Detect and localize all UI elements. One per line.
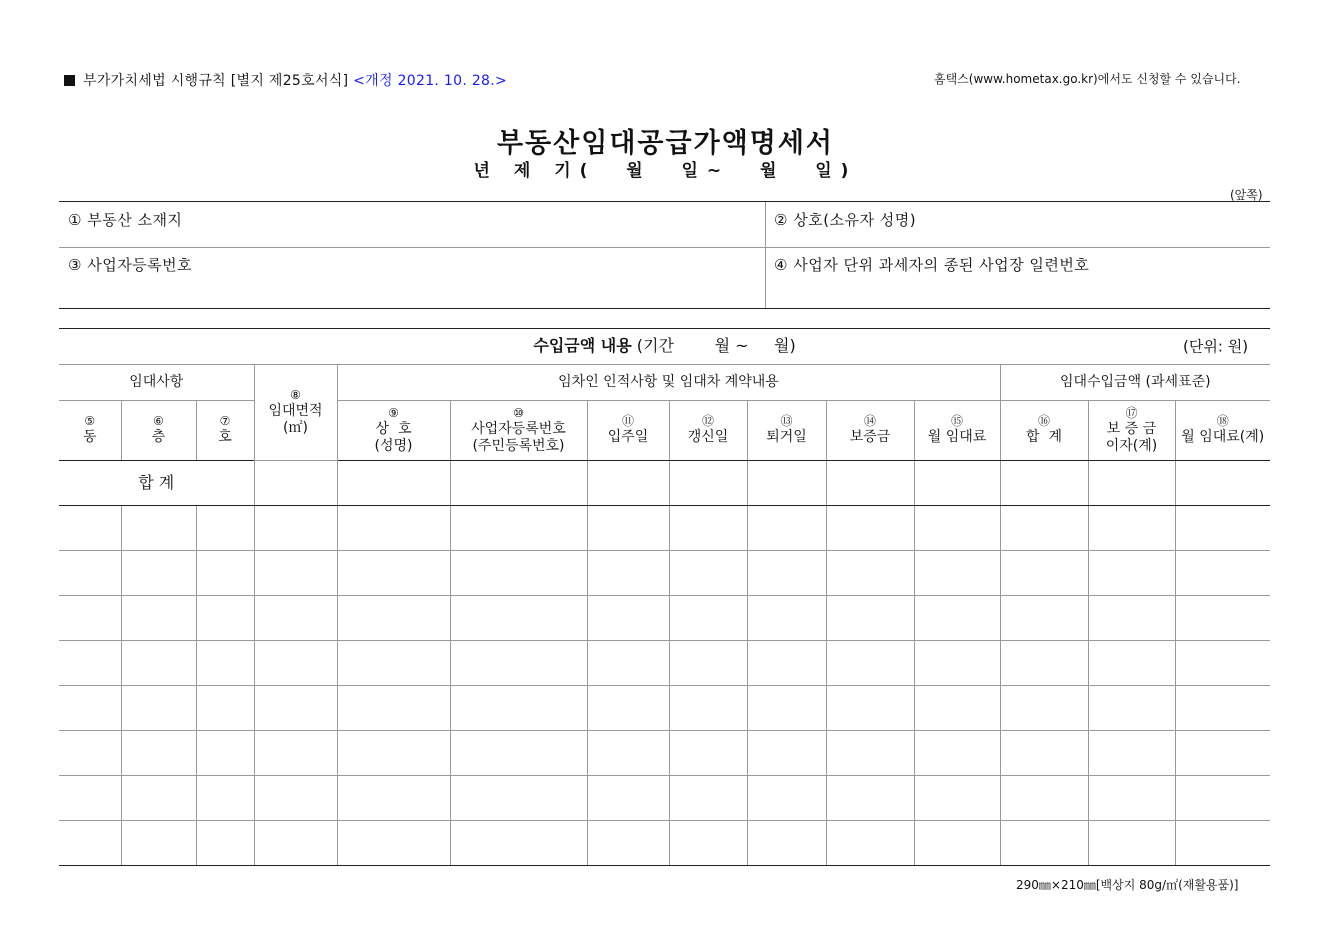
- page-title: 부동산임대공급가액명세서: [497, 128, 834, 159]
- regulation-text: 부가가치세법 시행규칙 [별지 제25호서식]: [83, 73, 349, 89]
- column-header: [747, 401, 826, 461]
- entry-cell[interactable]: [1175, 596, 1270, 641]
- entry-cell[interactable]: [826, 686, 914, 731]
- column-header: [1000, 401, 1088, 461]
- entry-cell[interactable]: [747, 731, 826, 776]
- entry-cell[interactable]: [669, 686, 747, 731]
- column-label: 합 계: [1026, 429, 1062, 446]
- entry-cell[interactable]: [914, 731, 1000, 776]
- column-number: ⑪: [621, 414, 634, 429]
- entry-cell[interactable]: [914, 821, 1000, 866]
- entry-cell[interactable]: [121, 641, 196, 686]
- total-cell[interactable]: [450, 461, 587, 506]
- column-header: [914, 401, 1000, 461]
- column-header: [669, 401, 747, 461]
- paper-spec: 290㎜×210㎜[백상지 80g/㎡(재활용품)]: [1016, 878, 1239, 892]
- total-cell[interactable]: [337, 461, 450, 506]
- entry-cell[interactable]: [669, 641, 747, 686]
- entry-row: [59, 776, 1270, 821]
- entry-cell[interactable]: [587, 731, 669, 776]
- column-number: ⑨: [388, 405, 399, 420]
- entry-row: [59, 731, 1270, 776]
- column-sublabel: 이자(계): [1105, 438, 1158, 454]
- entry-cell[interactable]: [1088, 596, 1175, 641]
- entry-cell[interactable]: [254, 776, 337, 821]
- entry-cell[interactable]: [450, 596, 587, 641]
- column-number: ⑦: [219, 414, 231, 429]
- entry-cell[interactable]: [669, 821, 747, 866]
- total-cell[interactable]: [669, 461, 747, 506]
- entry-cell[interactable]: [587, 551, 669, 596]
- entry-cell[interactable]: [747, 641, 826, 686]
- entry-cell[interactable]: [1088, 731, 1175, 776]
- entry-cell[interactable]: [196, 821, 254, 866]
- entry-cell[interactable]: [121, 596, 196, 641]
- entry-row: [59, 821, 1270, 866]
- info-divider-vertical: [765, 202, 766, 308]
- entry-cell[interactable]: [59, 641, 121, 686]
- entry-cell[interactable]: [196, 776, 254, 821]
- column-number: ⑥: [153, 414, 164, 429]
- column-label: 보증금: [849, 429, 891, 446]
- entry-cell[interactable]: [914, 551, 1000, 596]
- column-label: 상 호: [375, 420, 412, 437]
- entry-cell[interactable]: [450, 731, 587, 776]
- business-name-field[interactable]: ② 상호(소유자 성명): [774, 211, 917, 229]
- entry-cell[interactable]: [337, 596, 450, 641]
- entry-cell[interactable]: [337, 506, 450, 551]
- area-unit: (㎡): [283, 420, 308, 436]
- total-cell[interactable]: [1088, 461, 1175, 506]
- column-header: [450, 401, 587, 461]
- entry-cell[interactable]: [826, 506, 914, 551]
- entry-cell[interactable]: [59, 596, 121, 641]
- total-cell[interactable]: [1175, 461, 1270, 506]
- entry-cell[interactable]: [914, 776, 1000, 821]
- column-header: [59, 401, 121, 461]
- unit-label: (단위: 원): [1183, 337, 1249, 356]
- entry-cell[interactable]: [669, 506, 747, 551]
- entry-cell[interactable]: [337, 821, 450, 866]
- entry-cell[interactable]: [747, 596, 826, 641]
- column-header: [826, 401, 914, 461]
- entry-cell[interactable]: [337, 686, 450, 731]
- column-header: [196, 401, 254, 461]
- area-label: 임대면적: [268, 402, 323, 419]
- entry-row: [59, 506, 1270, 551]
- entry-cell[interactable]: [450, 821, 587, 866]
- hometax-notice: 홈택스(www.hometax.go.kr)에서도 신청할 수 있습니다.: [934, 72, 1241, 86]
- group-tenant-header: 임차인 인적사항 및 임대차 계약내용: [337, 365, 1000, 401]
- entry-cell[interactable]: [587, 686, 669, 731]
- entry-row: [59, 596, 1270, 641]
- column-number: ⑰: [1125, 405, 1138, 420]
- entry-cell[interactable]: [914, 506, 1000, 551]
- entry-cell[interactable]: [1000, 551, 1088, 596]
- entry-cell[interactable]: [337, 776, 450, 821]
- entry-cell[interactable]: [1000, 776, 1088, 821]
- group-income-header: 임대수입금액 (과세표준): [1000, 365, 1270, 401]
- entry-cell[interactable]: [747, 686, 826, 731]
- entry-cell[interactable]: [1088, 506, 1175, 551]
- entry-cell[interactable]: [747, 551, 826, 596]
- column-number: ⑬: [780, 414, 793, 429]
- entry-cell[interactable]: [747, 506, 826, 551]
- column-number: ⑩: [513, 405, 524, 420]
- entry-cell[interactable]: [121, 821, 196, 866]
- entry-cell[interactable]: [450, 641, 587, 686]
- property-address-field[interactable]: ① 부동산 소재지: [68, 211, 183, 229]
- entry-row: [59, 551, 1270, 596]
- column-header: [121, 401, 196, 461]
- entry-cell[interactable]: [59, 731, 121, 776]
- column-sublabel: (주민등록번호): [472, 438, 565, 454]
- entry-cell[interactable]: [254, 731, 337, 776]
- entry-cell[interactable]: [1175, 731, 1270, 776]
- entry-cell[interactable]: [587, 821, 669, 866]
- income-header-cell: [59, 329, 1270, 365]
- group-header-row: [59, 365, 1270, 401]
- entry-cell[interactable]: [669, 551, 747, 596]
- entry-cell[interactable]: [59, 506, 121, 551]
- entry-cell[interactable]: [1000, 731, 1088, 776]
- entry-cell[interactable]: [669, 776, 747, 821]
- entry-cell[interactable]: [337, 731, 450, 776]
- entry-cell[interactable]: [826, 776, 914, 821]
- entry-cell[interactable]: [587, 506, 669, 551]
- area-header: [254, 365, 337, 461]
- entry-cell[interactable]: [254, 506, 337, 551]
- entry-cell[interactable]: [669, 596, 747, 641]
- tax-period-subtitle: 년 제 기( 월 일~ 월 일): [473, 161, 858, 181]
- entry-cell[interactable]: [450, 551, 587, 596]
- entry-row: [59, 686, 1270, 731]
- total-cell[interactable]: [747, 461, 826, 506]
- entry-cell[interactable]: [914, 596, 1000, 641]
- entry-cell[interactable]: [121, 731, 196, 776]
- entry-cell[interactable]: [196, 686, 254, 731]
- entry-cell[interactable]: [121, 506, 196, 551]
- entry-cell[interactable]: [1000, 596, 1088, 641]
- column-header: [1175, 401, 1270, 461]
- group-lease-header: 임대사항: [59, 365, 254, 401]
- form-regulation-header: [64, 70, 507, 90]
- entry-cell[interactable]: [196, 506, 254, 551]
- total-cell[interactable]: [826, 461, 914, 506]
- entry-cell[interactable]: [196, 731, 254, 776]
- total-cell[interactable]: [587, 461, 669, 506]
- entry-cell[interactable]: [1088, 821, 1175, 866]
- entry-cell[interactable]: [914, 686, 1000, 731]
- column-number: ⑯: [1037, 414, 1050, 429]
- column-number: ⑫: [701, 414, 714, 429]
- column-label: 층: [151, 429, 166, 446]
- entry-cell[interactable]: [826, 731, 914, 776]
- info-divider-horizontal: [59, 247, 1270, 248]
- entry-cell[interactable]: [1000, 821, 1088, 866]
- column-number: ⑮: [950, 414, 963, 429]
- income-header-row: [59, 329, 1270, 365]
- entry-cell[interactable]: [337, 641, 450, 686]
- column-number: ⑤: [84, 414, 96, 429]
- total-row: [59, 461, 1270, 506]
- entry-cell[interactable]: [254, 821, 337, 866]
- serial-no-field[interactable]: ④ 사업자 단위 과세자의 종된 사업장 일련번호: [774, 256, 1090, 274]
- business-reg-no-field[interactable]: ③ 사업자등록번호: [68, 256, 193, 274]
- column-label: 호: [218, 429, 232, 446]
- entry-cell[interactable]: [59, 551, 121, 596]
- entry-cell[interactable]: [450, 776, 587, 821]
- entry-cell[interactable]: [587, 596, 669, 641]
- entry-cell[interactable]: [196, 641, 254, 686]
- column-number: ⑱: [1216, 414, 1229, 429]
- column-label: 월 임대료: [927, 429, 987, 446]
- entry-cell[interactable]: [196, 551, 254, 596]
- entry-cell[interactable]: [1088, 686, 1175, 731]
- entry-cell[interactable]: [59, 821, 121, 866]
- entry-cell[interactable]: [254, 551, 337, 596]
- entry-cell[interactable]: [254, 641, 337, 686]
- entry-cell[interactable]: [747, 821, 826, 866]
- entry-cell[interactable]: [1000, 686, 1088, 731]
- column-label: 갱신일: [687, 429, 729, 446]
- lease-detail-table: [59, 328, 1270, 866]
- column-sublabel: (성명): [374, 438, 413, 454]
- entry-cell[interactable]: [121, 776, 196, 821]
- column-header-row: [59, 401, 1270, 461]
- entry-cell[interactable]: [1175, 506, 1270, 551]
- entry-cell[interactable]: [450, 506, 587, 551]
- column-label: 사업자등록번호: [471, 420, 566, 437]
- entry-cell[interactable]: [747, 776, 826, 821]
- entry-cell[interactable]: [1175, 776, 1270, 821]
- business-info-section: [59, 201, 1270, 309]
- entry-cell[interactable]: [826, 551, 914, 596]
- entry-cell[interactable]: [1175, 551, 1270, 596]
- entry-cell[interactable]: [826, 641, 914, 686]
- column-label: 입주일: [607, 429, 649, 446]
- entry-cell[interactable]: [1000, 506, 1088, 551]
- column-header: [337, 401, 450, 461]
- entry-cell[interactable]: [1088, 776, 1175, 821]
- column-label: 동: [82, 429, 97, 446]
- entry-cell[interactable]: [669, 731, 747, 776]
- column-number: ⑭: [863, 414, 876, 429]
- entry-cell[interactable]: [121, 686, 196, 731]
- entry-cell[interactable]: [1175, 641, 1270, 686]
- entry-cell[interactable]: [1088, 641, 1175, 686]
- revision-date: <개정 2021. 10. 28.>: [353, 73, 508, 89]
- column-label: 퇴거일: [766, 429, 807, 446]
- area-num: ⑧: [290, 387, 301, 402]
- column-label: 월 임대료(계): [1181, 429, 1265, 446]
- column-header: [587, 401, 669, 461]
- total-label: 합 계: [59, 461, 254, 506]
- entry-cell[interactable]: [1175, 821, 1270, 866]
- entry-cell[interactable]: [1000, 641, 1088, 686]
- entry-row: [59, 641, 1270, 686]
- entry-cell[interactable]: [254, 596, 337, 641]
- entry-cell[interactable]: [59, 776, 121, 821]
- entry-cell[interactable]: [59, 686, 121, 731]
- total-cell[interactable]: [914, 461, 1000, 506]
- front-side-label: (앞쪽): [1230, 188, 1263, 202]
- entry-cell[interactable]: [254, 686, 337, 731]
- column-label: 보 증 금: [1106, 420, 1157, 437]
- entry-cell[interactable]: [1088, 551, 1175, 596]
- entry-cell[interactable]: [914, 641, 1000, 686]
- income-period: (기간 월 ~ 월): [636, 336, 796, 356]
- entry-cell[interactable]: [196, 596, 254, 641]
- column-header: [1088, 401, 1175, 461]
- entry-cell[interactable]: [450, 686, 587, 731]
- entry-cell[interactable]: [121, 551, 196, 596]
- entry-cell[interactable]: [337, 551, 450, 596]
- income-label: 수입금액 내용: [533, 336, 632, 356]
- entry-cell[interactable]: [826, 596, 914, 641]
- entry-cell[interactable]: [587, 641, 669, 686]
- total-cell[interactable]: [1000, 461, 1088, 506]
- total-cell[interactable]: [254, 461, 337, 506]
- entry-cell[interactable]: [1175, 686, 1270, 731]
- entry-cell[interactable]: [587, 776, 669, 821]
- entry-cell[interactable]: [826, 821, 914, 866]
- square-bullet-icon: [64, 75, 75, 86]
